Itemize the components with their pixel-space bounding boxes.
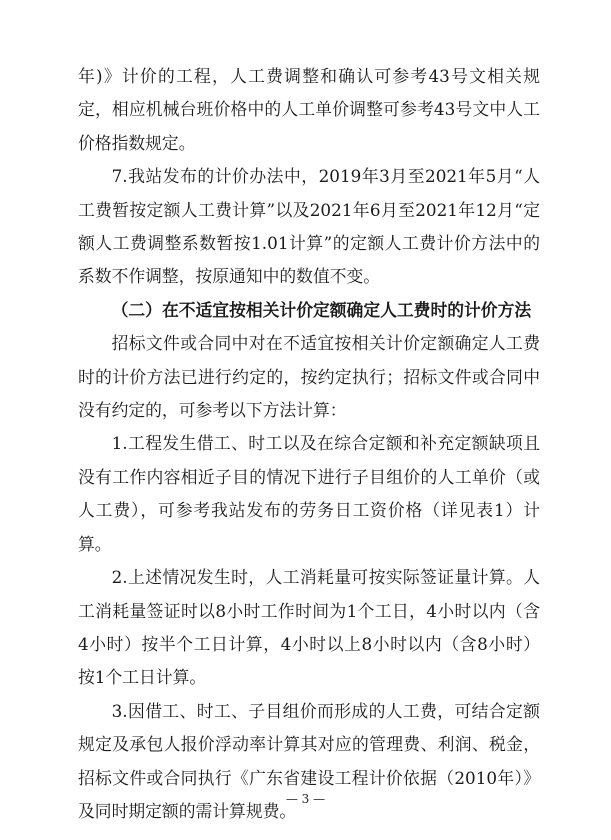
paragraph-intro: 招标文件或合同中对在不适宜按相关计价定额确定人工费时的计价方法已进行约定的，按约定执行；招标文件或合同中没有约定的，可参考以下方法计算： [78,333,540,421]
paragraph-item-1: 1.工程发生借工、时工以及在综合定额和补充定额缺项且没有工作内容相近子目的情况下进行子目组价的人工单价（或人工费），可参考我站发布的劳务日工资价格（详见表1）计算。 [78,433,540,554]
paragraph-continuation: 年)》计价的工程，人工费调整和确认可参考43号文相关规定，相应机械台班价格中的人工单价调整可参考43号文中人工价格指数规定。 [78,66,540,153]
paragraph-item-3: 3.因借工、时工、子目组价而形成的人工费，可结合定额规定及承包人报价浮动率计算其对应的管理费、利润、税金，招标文件或合同执行《广东省建设工程计价依据（2010年）》及同时期定额的需计算规费。 [78,700,540,821]
paragraph-item-7: 7.我站发布的计价办法中，2019年3月至2021年5月“人工费暂按定额人工费计算”以及2021年6月至2021年12月“定额人工费调整系数暂按1.01计算”的定额人工费计价方法中的系数不作调整，按原通知中的数值不变。 [78,166,540,287]
section-heading: （二）在不适宜按相关计价定额确定人工费时的计价方法 [111,299,532,320]
page-number: — 3 — [285,792,326,806]
paragraph-item-2: 2.上述情况发生时，人工消耗量可按实际签证量计算。人工消耗量签证时以8小时工作时间为1个工日，4小时以内（含4小时）按半个工日计算，4小时以上8小时以内（含8小时）按1个工日计算。 [78,567,540,688]
document-body [78,60,540,828]
